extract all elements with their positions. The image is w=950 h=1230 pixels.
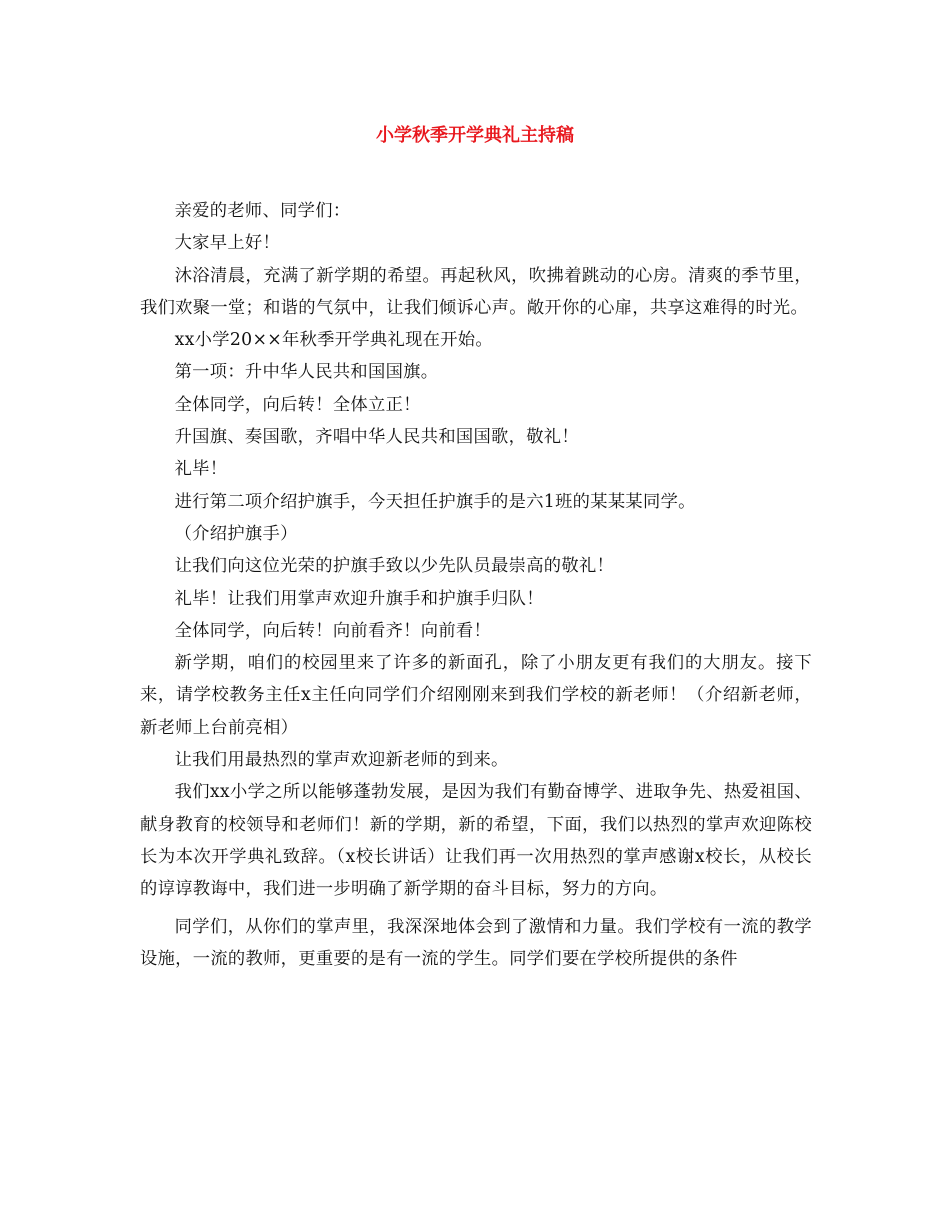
paragraph-ceremony-start: xx小学20××年秋季开学典礼现在开始。 (174, 330, 493, 351)
paragraph-turn-around: 全体同学，向后转！全体立正！ (174, 394, 421, 415)
paragraph-greeting: 亲爱的老师、同学们： (174, 201, 351, 221)
document-body (140, 195, 812, 975)
paragraph-item-one: 第一项：升中华人民共和国国旗。 (174, 362, 439, 383)
paragraph-item-two: 进行第二项介绍护旗手，今天担任护旗手的是六1班的某某某同学。 (174, 491, 696, 512)
paragraph-new-teachers: 新学期，咱们的校园里来了许多的新面孔，除了小朋友更有我们的大朋友。接下来，请学校教务主任x主任向同学们介绍刚刚来到我们学校的新老师！（介绍新老师，新老师上台前亮相） (140, 653, 812, 738)
paragraph-salute-done: 礼毕！ (174, 459, 228, 480)
paragraph-face-front: 全体同学，向后转！向前看齐！向前看！ (174, 620, 492, 641)
paragraph-welcome-teachers: 让我们用最热烈的掌声欢迎新老师的到来。 (174, 750, 509, 771)
paragraph-welcome-back: 礼毕！让我们用掌声欢迎升旗手和护旗手归队！ (174, 588, 544, 609)
paragraph-students: 同学们，从你们的掌声里，我深深地体会到了激情和力量。我们学校有一流的教学设施，一流的教师，更重要的是有一流的学生。同学们要在学校所提供的条件 (140, 916, 812, 969)
paragraph-anthem: 升国旗、奏国歌，齐唱中华人民共和国国歌，敬礼！ (174, 427, 579, 448)
paragraph-opening: 沐浴清晨，充满了新学期的希望。再起秋风，吹拂着跳动的心房。清爽的季节里，我们欢聚一堂；和谐的气氛中，让我们倾诉心声。敞开你的心扉，共享这难得的时光。 (140, 265, 812, 318)
paragraph-introduce-guard: （介绍护旗手） (174, 523, 298, 544)
paragraph-principal-speech: 我们xx小学之所以能够蓬勃发展，是因为我们有勤奋博学、进取争先、热爱祖国、献身教育的校领导和老师们！新的学期，新的希望，下面，我们以热烈的掌声欢迎陈校长为本次开学典礼致辞。（x校长讲话）让我们再一次用热烈的掌声感谢x校长，从校长的谆谆教诲中，我们进一步明确了新学期的奋斗目标，努力的方向。 (140, 782, 812, 900)
paragraph-good-morning: 大家早上好！ (174, 233, 281, 254)
paragraph-salute-guard: 让我们向这位光荣的护旗手致以少先队员最崇高的敬礼！ (174, 556, 615, 577)
document-title: 小学秋季开学典礼主持稿 (376, 125, 574, 146)
